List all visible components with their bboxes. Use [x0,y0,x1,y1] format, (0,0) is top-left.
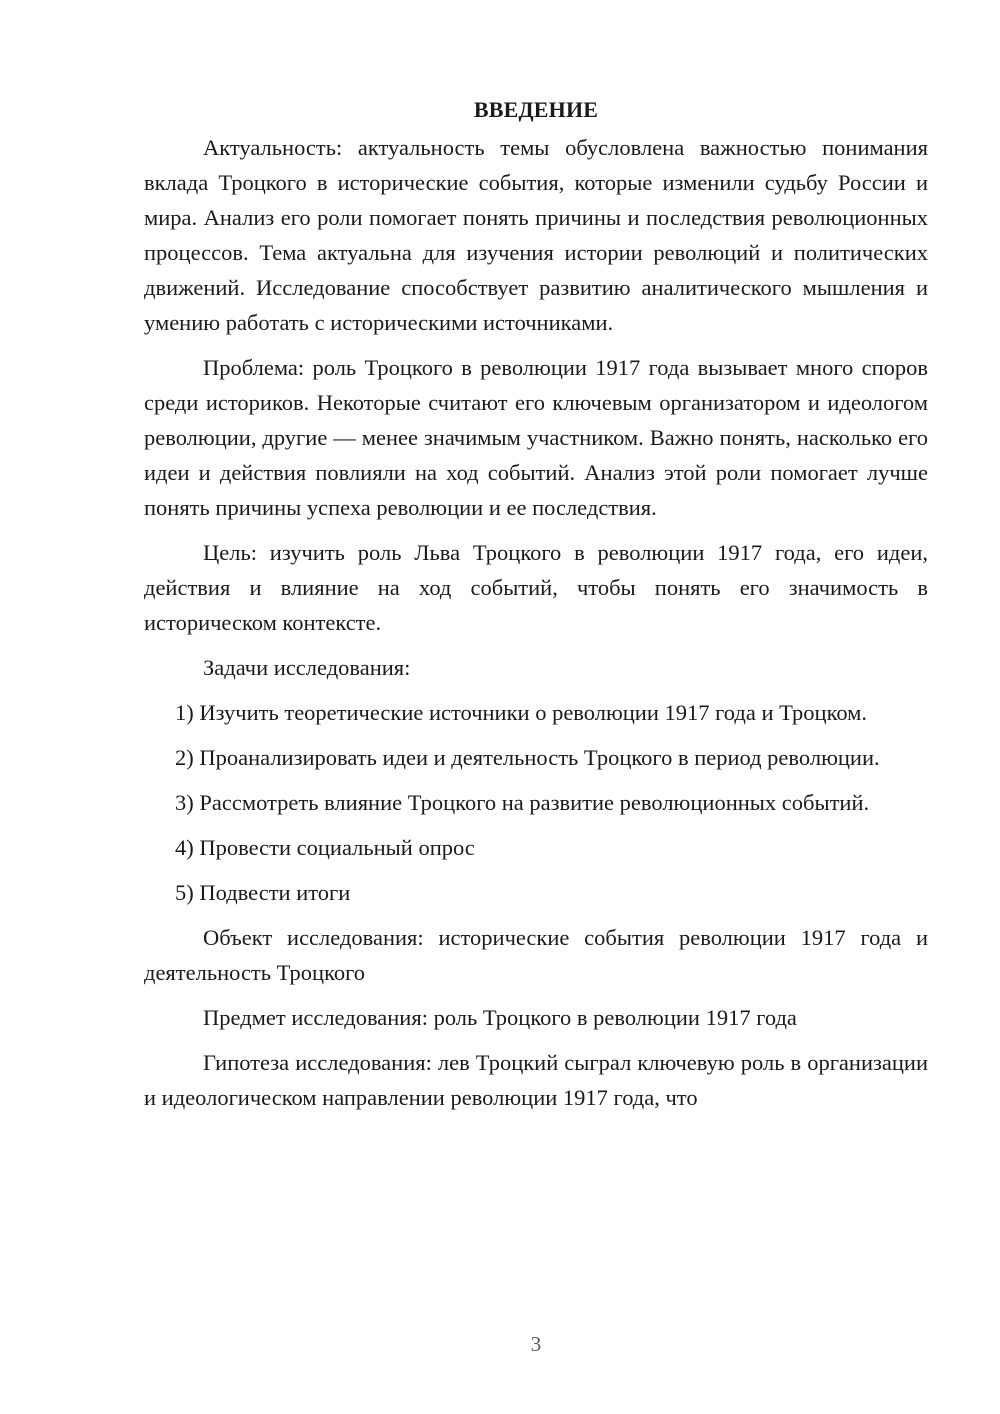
page-number: 3 [530,1332,542,1356]
task-item-3: 3) Рассмотреть влияние Троцкого на развитие революционных событий. [175,790,870,815]
hypothesis-paragraph: Гипотеза исследования: лев Троцкий сыграл ключевую роль в организации и идеологическом направлении революции 1917 года, что [144,1050,928,1110]
goal-paragraph: Цель: изучить роль Льва Троцкого в революции 1917 года, его идеи, действия и влияние на ход событий, чтобы понять его значимость в историческом контексте. [144,540,928,635]
task-item-5: 5) Подвести итоги [175,880,351,905]
relevance-paragraph: Актуальность: актуальность темы обусловлена важностью понимания вклада Троцкого в исторические события, которые изменили судьбу России и мира. Анализ его роли помогает понять причины и последствия революционных процессов. Тема актуальна для изучения истории революций и политических движений. Исследование способствует развитию аналитического мышления и умению работать с историческими источниками. [144,135,928,335]
task-item-1: 1) Изучить теоретические источники о революции 1917 года и Троцком. [175,700,868,725]
page-title: ВВЕДЕНИЕ [473,97,599,122]
tasks-heading: Задачи исследования: [203,655,411,680]
problem-paragraph: Проблема: роль Троцкого в революции 1917 года вызывает много споров среди историков. Некоторые считают его ключевым организатором и идеологом революции, другие — менее значимым участником. Важно понять, насколько его идеи и действия повлияли на ход событий. Анализ этой роли помогает лучше понять причины успеха революции и ее последствия. [144,355,928,520]
task-item-2: 2) Проанализировать идеи и деятельность Троцкого в период революции. [175,745,880,770]
task-item-4: 4) Провести социальный опрос [175,835,475,860]
page-body [144,92,928,1115]
subject-paragraph: Предмет исследования: роль Троцкого в революции 1917 года [203,1005,797,1030]
object-paragraph: Объект исследования: исторические события революции 1917 года и деятельность Троцкого [144,925,928,985]
